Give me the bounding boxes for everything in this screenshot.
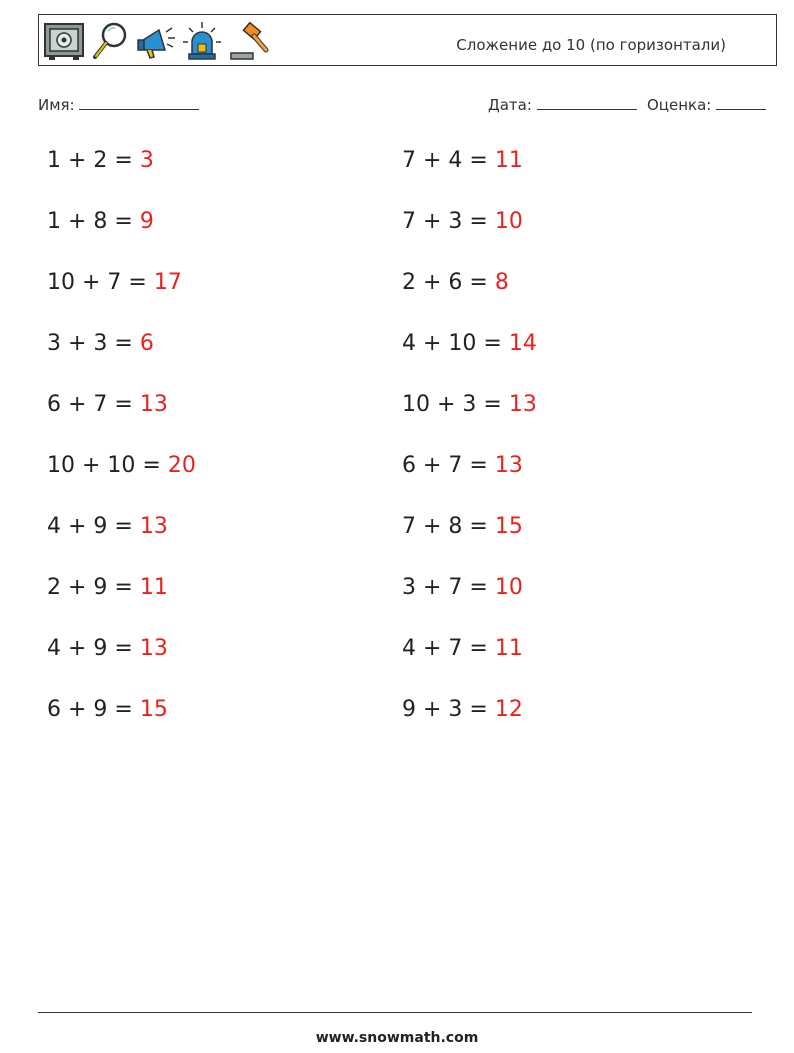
problem-answer: 11 [139,575,168,600]
problem-item [47,209,154,234]
name-label: Имя: [38,96,75,114]
problem-item [47,148,154,173]
problem-question: 4 + 9 = [47,514,140,539]
grade-label: Оценка: [647,96,712,114]
problem-item [402,331,537,356]
problem-question: 2 + 9 = [47,575,140,600]
problem-answer: 13 [139,514,168,539]
problem-item [47,453,196,478]
problem-item [402,575,523,600]
problem-item [47,514,168,539]
problem-answer: 11 [494,148,523,173]
megaphone-icon [135,20,177,62]
problem-answer: 6 [139,331,154,356]
date-blank[interactable] [537,95,637,110]
problem-answer: 15 [494,514,523,539]
problem-answer: 13 [508,392,537,417]
problem-question: 1 + 8 = [47,209,140,234]
problem-question: 10 + 7 = [47,270,154,295]
problem-item [402,270,509,295]
problem-answer: 10 [494,209,523,234]
magnifier-icon [89,20,131,62]
problem-question: 2 + 6 = [402,270,495,295]
gavel-icon [227,20,269,62]
problem-question: 1 + 2 = [47,148,140,173]
problem-answer: 14 [508,331,537,356]
grade-field[interactable] [647,95,766,114]
grade-blank[interactable] [716,95,766,110]
problem-question: 10 + 3 = [402,392,509,417]
problem-item [402,453,523,478]
footer-divider [38,1012,752,1013]
problem-question: 7 + 8 = [402,514,495,539]
footer-site: www.snowmath.com [315,1030,479,1046]
page-title: Сложение до 10 (по горизонтали) [456,36,726,54]
name-field[interactable] [38,95,199,114]
problem-question: 3 + 3 = [47,331,140,356]
header-icons [43,19,269,63]
problem-answer: 3 [139,148,154,173]
problem-question: 10 + 10 = [47,453,168,478]
problem-answer: 8 [494,270,509,295]
problem-question: 3 + 7 = [402,575,495,600]
problem-answer: 15 [139,697,168,722]
problem-item [47,392,168,417]
problem-answer: 13 [494,453,523,478]
problem-answer: 12 [494,697,523,722]
problem-question: 6 + 7 = [402,453,495,478]
problem-answer: 13 [139,392,168,417]
problem-question: 7 + 4 = [402,148,495,173]
problem-question: 4 + 7 = [402,636,495,661]
problem-item [47,636,168,661]
problem-question: 6 + 7 = [47,392,140,417]
date-field[interactable] [488,95,637,114]
problem-question: 7 + 3 = [402,209,495,234]
problem-item [402,697,523,722]
problem-item [402,148,523,173]
problem-question: 6 + 9 = [47,697,140,722]
problem-answer: 20 [167,453,196,478]
date-label: Дата: [488,96,532,114]
problem-item [402,392,537,417]
problem-answer: 10 [494,575,523,600]
problem-item [402,636,523,661]
problem-item [47,331,154,356]
problem-answer: 9 [139,209,154,234]
problem-answer: 13 [139,636,168,661]
problem-item [402,514,523,539]
siren-icon [181,20,223,62]
problem-question: 4 + 9 = [47,636,140,661]
safe-icon [43,20,85,62]
problem-item [47,270,182,295]
name-blank[interactable] [79,95,199,110]
problem-answer: 17 [153,270,182,295]
worksheet-header [38,14,777,66]
problem-item [47,697,168,722]
problem-question: 9 + 3 = [402,697,495,722]
problem-question: 4 + 10 = [402,331,509,356]
problem-answer: 11 [494,636,523,661]
problem-item [47,575,168,600]
problem-item [402,209,523,234]
